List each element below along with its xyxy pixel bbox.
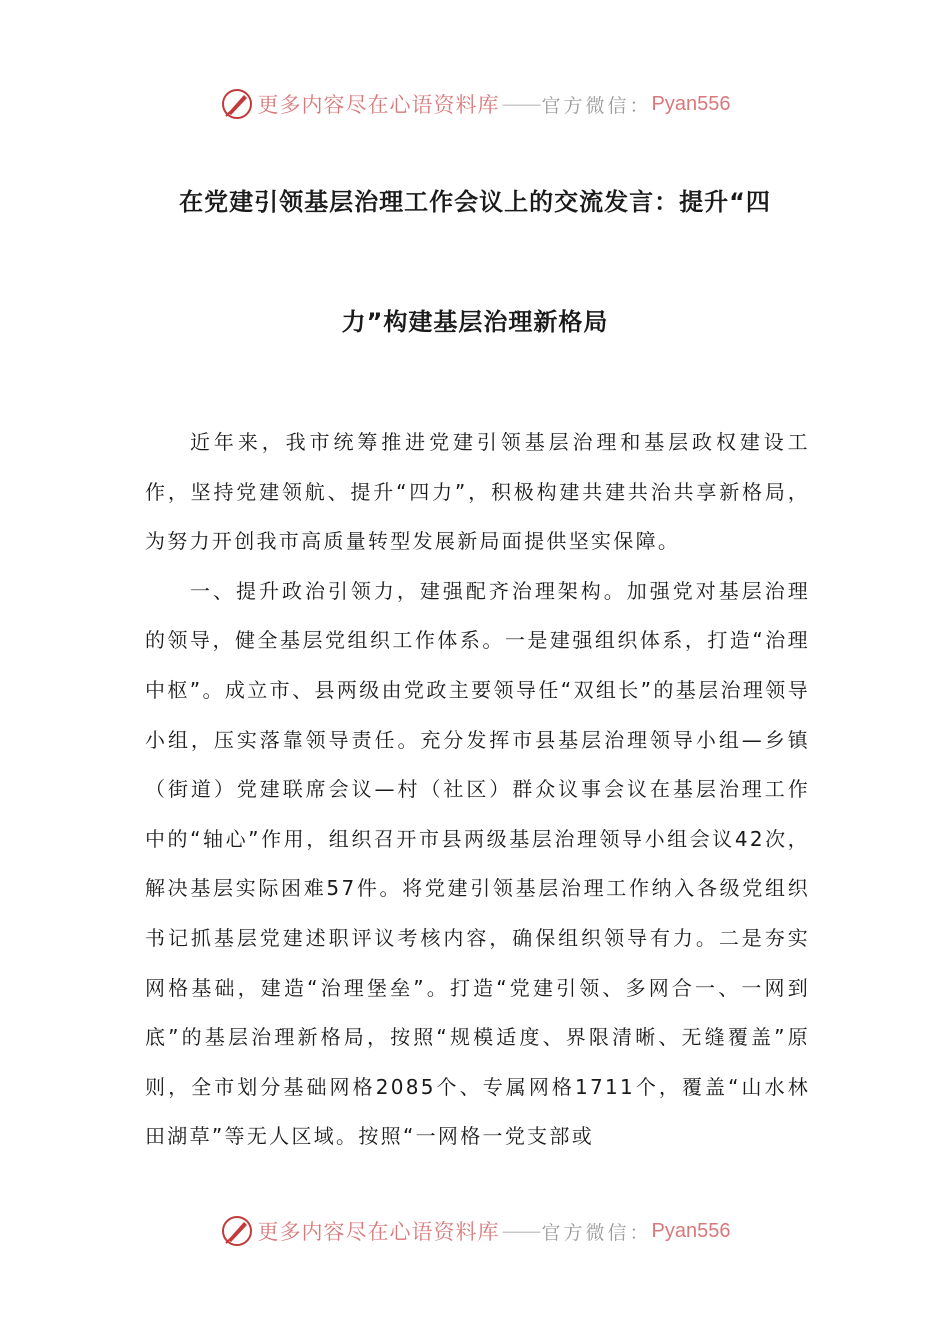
banner-wechat-id: Pyan556 (651, 92, 731, 115)
paragraph-intro: 近年来，我市统筹推进党建引领基层治理和基层政权建设工作，坚持党建领航、提升“四力”，积极构建共建共治共享新格局，为努力开创我市高质量转型发展新局面提供坚实保障。 (145, 430, 810, 554)
banner-separator: —— (501, 1219, 540, 1243)
banner-wechat-id: Pyan556 (651, 1219, 731, 1242)
quill-logo-icon (220, 1214, 254, 1248)
document-body (145, 418, 810, 1162)
banner-brand: 更多内容尽在心语资料库 (257, 93, 500, 117)
quill-logo-icon (220, 87, 254, 121)
document-title-line-1: 在党建引领基层治理工作会议上的交流发言：提升“四 (179, 188, 771, 216)
banner-wechat-label: 官方微信： (541, 94, 652, 117)
footer-banner (0, 1211, 950, 1251)
document-title-line-2: 力”构建基层治理新格局 (341, 308, 609, 336)
banner-wechat-label: 官方微信： (541, 1221, 652, 1244)
banner-separator: —— (501, 92, 540, 116)
paragraph-section-1: 一、提升政治引领力，建强配齐治理架构。加强党对基层治理的领导，健全基层党组织工作体系。一是建强组织体系，打造“治理中枢”。成立市、县两级由党政主要领导任“双组长”的基层治理领导小组，压实落靠领导责任。充分发挥市县基层治理领导小组—乡镇（街道）党建联席会议—村（社区）群众议事会议在基层治理工作中的“轴心”作用，组织召开市县两级基层治理领导小组会议42次，解决基层实际困难57件。将党建引领基层治理工作纳入各级党组织书记抓基层党建述职评议考核内容，确保组织领导有力。二是夯实网格基础，建造“治理堡垒”。打造“党建引领、多网合一、一网到底”的基层治理新格局，按照“规模适度、界限清晰、无缝覆盖”原则，全市划分基础网格2085个、专属网格1711个，覆盖“山水林田湖草”等无人区域。按照“一网格一党支部或 (145, 578, 810, 1149)
banner-brand: 更多内容尽在心语资料库 (257, 1220, 500, 1244)
header-banner (0, 84, 950, 124)
